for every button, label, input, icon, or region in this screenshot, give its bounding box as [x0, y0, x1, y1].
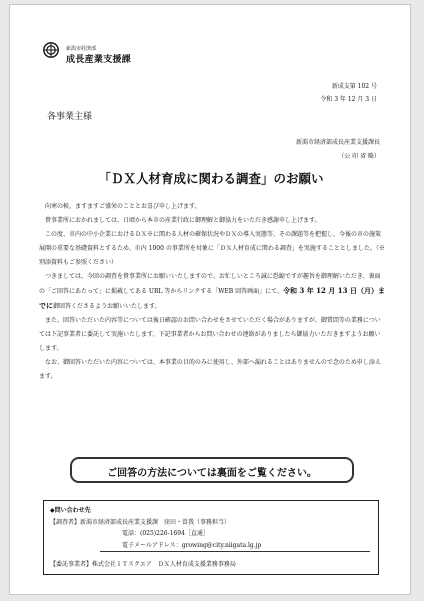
- reference-number: 新成支第 102 号: [331, 83, 377, 90]
- inquiry-box: [43, 500, 379, 575]
- phone-number: 電話：(025)226-1694［直通］: [122, 530, 209, 537]
- followup-paragraph: また、回答いただいた内容等については後日確認のお問い合わせをさせていただく場合がありますが、御質問等の業務については下記事業者に委託して実施いたします。下記事業者からお問い合わせの連絡がありましたら御協力いただきますようお願いします。: [39, 317, 381, 352]
- privacy-paragraph: なお、御回答いただいた内容については、本事業の目的のみに使用し、外部へ漏れることはありませんので念のため申し添えます。: [39, 359, 381, 380]
- greeting-paragraph: 向寒の候、ますますご盛栄のこととお喜び申し上げます。: [45, 203, 201, 210]
- department-name: 新潟市経済部: [66, 46, 97, 52]
- recipient: 各事業主様: [47, 112, 93, 122]
- inquiry-heading: ◆問い合わせ先: [50, 507, 91, 514]
- request-paragraph: [39, 270, 385, 314]
- deadline-text: 令和 3 年 12 月 13 日（月）までに: [39, 286, 385, 310]
- letter-body: [39, 200, 385, 384]
- request-closing-text: 御回答くださるようお願いいたします。: [53, 303, 161, 310]
- thanks-paragraph: 貴事業所におかれましては、日頃から本市の産業行政に御理解と御協力をいただき感謝申し上げます。: [45, 217, 321, 224]
- sender-title: 新潟市経済部成長産業支援課長: [295, 139, 380, 146]
- email-address: 電子メールアドレス：growing@city.niigata.lg.jp: [122, 542, 262, 549]
- answer-method-notice: [70, 457, 354, 483]
- section-name: 成長産業支援課: [66, 55, 132, 65]
- seal-omitted-note: （公 印 省 略）: [338, 153, 380, 160]
- document-page: [9, 4, 411, 595]
- issue-date: 令和 3 年 12 月 3 日: [320, 96, 377, 103]
- city-emblem-icon: [43, 42, 59, 58]
- consignee-company: 【委託事業者】株式会社ＩＴスクエア ＤＸ人材育成支援業務事務局: [50, 561, 236, 568]
- answer-method-text: ご回答の方法については裏面をご覧ください。: [107, 468, 317, 479]
- purpose-paragraph: この度、市内の中小企業におけるＤＸ※に関わる人材の確保状況やＤＸの導入実態等、その課題等を把握し、今後の市の施策展開の重要な基礎資料とするため、市内 1000 の事業所を対象に「ＤＸ人材育成に関わる調査」を実施することとしました。（※別添資料もご参照ください）: [39, 231, 385, 266]
- request-text: つきましては、今回の調査を貴事業所にお願いいたしますので、お忙しいところ誠に恐縮ですが趣旨を御理解いただき、裏面の「ご回答にあたって」に掲載してある URL 等からリンクする「WEB 回答画面」にて、: [39, 273, 381, 295]
- document-title: 「ＤＸ人材育成に関わる調査」のお願い: [98, 171, 324, 186]
- divider-line: [100, 551, 370, 552]
- survey-department: 【調査者】新潟市経済部成長産業支援課 窪田・曽我（事務担当）: [50, 519, 231, 526]
